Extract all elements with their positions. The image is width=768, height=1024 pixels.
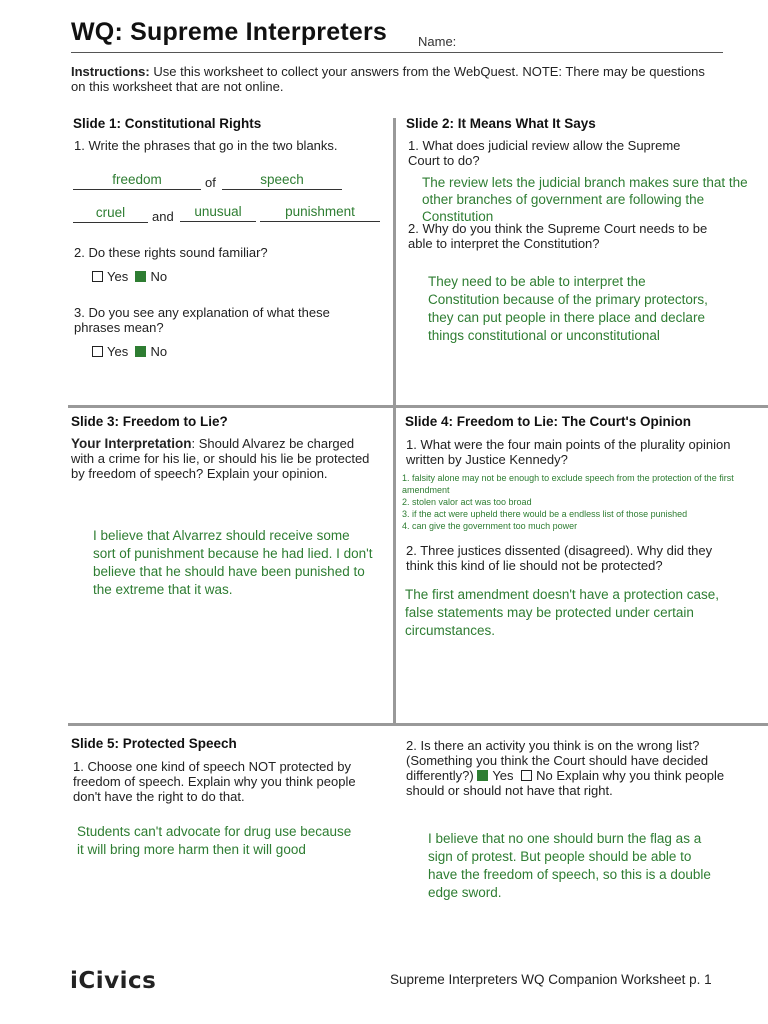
slide5-q2-explain: Explain why you think people should or should not have that right. — [406, 768, 725, 798]
your-interpretation-label: Your Interpretation — [71, 436, 192, 451]
no-checkbox-checked[interactable] — [135, 346, 146, 357]
divider-horizontal-2 — [68, 723, 768, 726]
slide5-q2-text: 2. Is there an activity you think is on the wrong list? (Something you think the Court should have decided differently?) — [406, 738, 709, 783]
slide2-answer1: The review lets the judicial branch makes sure that the other branches of government are following the Constitution — [422, 175, 748, 224]
instructions-text: Use this worksheet to collect your answers from the WebQuest. NOTE: There may be questions on this worksheet that are not online. — [71, 64, 705, 94]
slide4-answer2: The first amendment doesn't have a protection case, false statements may be protected under certain circumstances. — [405, 587, 720, 638]
slide3-question-text: : Should Alvarez be charged with a crime for his lie, or should his lie be protected by freedom of speech? Explain your opinion. — [71, 436, 370, 481]
slide1-q3-options — [92, 344, 167, 359]
slide3-question — [71, 436, 377, 481]
slide4-q2: 2. Three justices dissented (disagreed). Why did they think this kind of lie should not be protected? — [406, 543, 713, 573]
divider-horizontal-1 — [68, 405, 768, 408]
slide5-q1: 1. Choose one kind of speech NOT protected by freedom of speech. Explain why you think people don't have the right to do that. — [73, 759, 356, 804]
worksheet-title: WQ: Supreme Interpreters — [71, 18, 387, 46]
blank-2[interactable]: speech — [222, 172, 342, 190]
point-1: 1. falsity alone may not be enough to exclude speech from the protection of the first amendment — [402, 473, 734, 495]
slide2-heading: Slide 2: It Means What It Says — [406, 116, 596, 131]
blank-3[interactable]: cruel — [73, 205, 148, 223]
slide1-heading: Slide 1: Constitutional Rights — [73, 116, 262, 131]
point-2: 2. stolen valor act was too broad — [402, 497, 532, 507]
slide1-q2-options — [92, 269, 167, 284]
slide5-answer2: I believe that no one should burn the flag as a sign of protest. But people should be able to have the freedom of speech, so this is a double edge sword. — [428, 831, 711, 900]
yes-label: Yes — [107, 344, 129, 359]
yes-checkbox[interactable] — [92, 346, 103, 357]
word-of: of — [205, 175, 216, 190]
instructions — [71, 64, 721, 94]
no-checkbox[interactable] — [521, 770, 532, 781]
yes-label: Yes — [492, 768, 514, 783]
no-label: No — [150, 269, 168, 284]
word-and: and — [152, 209, 174, 224]
divider-vertical-middle — [393, 408, 396, 724]
slide5-q2 — [406, 738, 728, 798]
instructions-label: Instructions: — [71, 64, 150, 79]
slide4-heading: Slide 4: Freedom to Lie: The Court's Opinion — [405, 414, 691, 429]
yes-checkbox[interactable] — [92, 271, 103, 282]
slide5-answer1: Students can't advocate for drug use because it will bring more harm then it will good — [77, 824, 352, 857]
blank-4[interactable]: unusual — [180, 204, 256, 222]
slide2-answer2: They need to be able to interpret the Constitution because of the primary protectors, they can put people in there place and declare things constitutional or unconstitutional — [428, 274, 708, 343]
slide2-q2: 2. Why do you think the Supreme Court needs to be able to interpret the Constitution? — [408, 221, 708, 251]
divider-vertical-top — [393, 118, 396, 406]
slide3-answer: I believe that Alvarrez should receive some sort of punishment because he had lied. I don't believe that he should have been punished to the extreme that it was. — [93, 528, 373, 597]
point-3: 3. if the act were upheld there would be a endless list of those punished — [402, 509, 688, 519]
slide4-q1: 1. What were the four main points of the plurality opinion written by Justice Kennedy? — [406, 437, 731, 467]
slide3-heading: Slide 3: Freedom to Lie? — [71, 414, 228, 429]
slide2-q1: 1. What does judicial review allow the Supreme Court to do? — [408, 138, 681, 168]
yes-label: Yes — [107, 269, 129, 284]
title-rule — [71, 52, 723, 53]
slide1-q1: 1. Write the phrases that go in the two blanks. — [74, 138, 338, 153]
slide1-q2: 2. Do these rights sound familiar? — [74, 245, 268, 260]
footer-text: Supreme Interpreters WQ Companion Worksheet p. 1 — [390, 972, 712, 987]
no-label: No — [150, 344, 168, 359]
slide4-points — [402, 472, 762, 532]
slide5-heading: Slide 5: Protected Speech — [71, 736, 237, 751]
slide1-q3: 3. Do you see any explanation of what these phrases mean? — [74, 305, 330, 335]
point-4: 4. can give the government too much power — [402, 521, 578, 531]
blank-5[interactable]: punishment — [260, 204, 380, 222]
yes-checkbox-checked[interactable] — [477, 770, 488, 781]
blank-1[interactable]: freedom — [73, 172, 201, 190]
no-label: No — [536, 768, 553, 783]
name-label: Name: — [418, 34, 457, 49]
no-checkbox-checked[interactable] — [135, 271, 146, 282]
icivics-logo: iCivics — [70, 968, 157, 994]
